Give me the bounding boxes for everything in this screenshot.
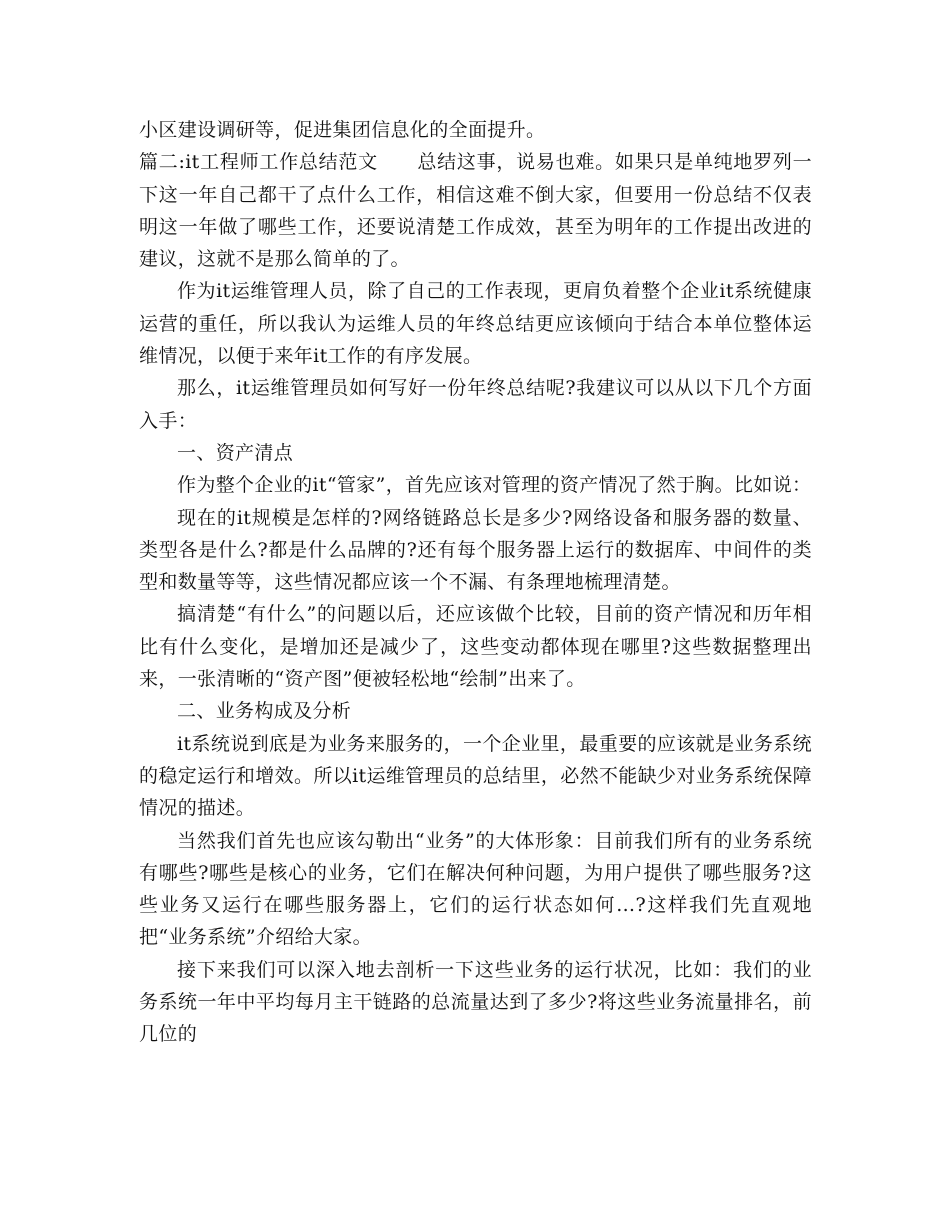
paragraph: 小区建设调研等，促进集团信息化的全面提升。 xyxy=(139,119,546,141)
document-body xyxy=(139,114,812,1051)
section-heading: 一、资产清点 xyxy=(177,441,294,464)
paragraph: 接下来我们可以深入地去剖析一下这些业务的运行状况，比如：我们的业务系统一年中平均每月主干链路的总流量达到了多少?将这些业务流量排名，前几位的 xyxy=(139,958,812,1046)
paragraph: 搞清楚“有什么”的问题以后，还应该做个比较，目前的资产情况和历年相比有什么变化，是增加还是减少了，这些变动都体现在哪里?这些数据整理出来，一张清晰的“资产图”便被轻松地“绘制”出来了。 xyxy=(139,603,812,691)
paragraph: 篇二:it工程师工作总结范文 总结这事，说易也难。如果只是单纯地罗列一下这一年自己都干了点什么工作，相信这难不倒大家，但要用一份总结不仅表明这一年做了哪些工作，还要说清楚工作成效，甚至为明年的工作提出改进的建议，这就不是那么简单的了。 xyxy=(139,151,812,271)
paragraph: 那么，it运维管理员如何写好一份年终总结呢?我建议可以从以下几个方面入手： xyxy=(139,377,812,432)
paragraph: it系统说到底是为业务来服务的，一个企业里，最重要的应该就是业务系统的稳定运行和增效。所以it运维管理员的总结里，必然不能缺少对业务系统保障情况的描述。 xyxy=(139,732,812,820)
paragraph: 作为it运维管理人员，除了自己的工作表现，更肩负着整个企业it系统健康运营的重任，所以我认为运维人员的年终总结更应该倾向于结合本单位整体运维情况，以便于来年it工作的有序发展。 xyxy=(139,280,812,368)
section-heading: 二、业务构成及分析 xyxy=(177,700,352,723)
paragraph: 现在的it规模是怎样的?网络链路总长是多少?网络设备和服务器的数量、类型各是什么?都是什么品牌的?还有每个服务器上运行的数据库、中间件的类型和数量等等，这些情况都应该一个不漏、有条理地梳理清楚。 xyxy=(139,506,812,594)
paragraph: 作为整个企业的it“管家”，首先应该对管理的资产情况了然于胸。比如说： xyxy=(177,474,812,497)
paragraph: 当然我们首先也应该勾勒出“业务”的大体形象：目前我们所有的业务系统有哪些?哪些是核心的业务，它们在解决何种问题，为用户提供了哪些服务?这些业务又运行在哪些服务器上，它们的运行状态如何…?这样我们先直观地把“业务系统”介绍给大家。 xyxy=(139,829,812,949)
